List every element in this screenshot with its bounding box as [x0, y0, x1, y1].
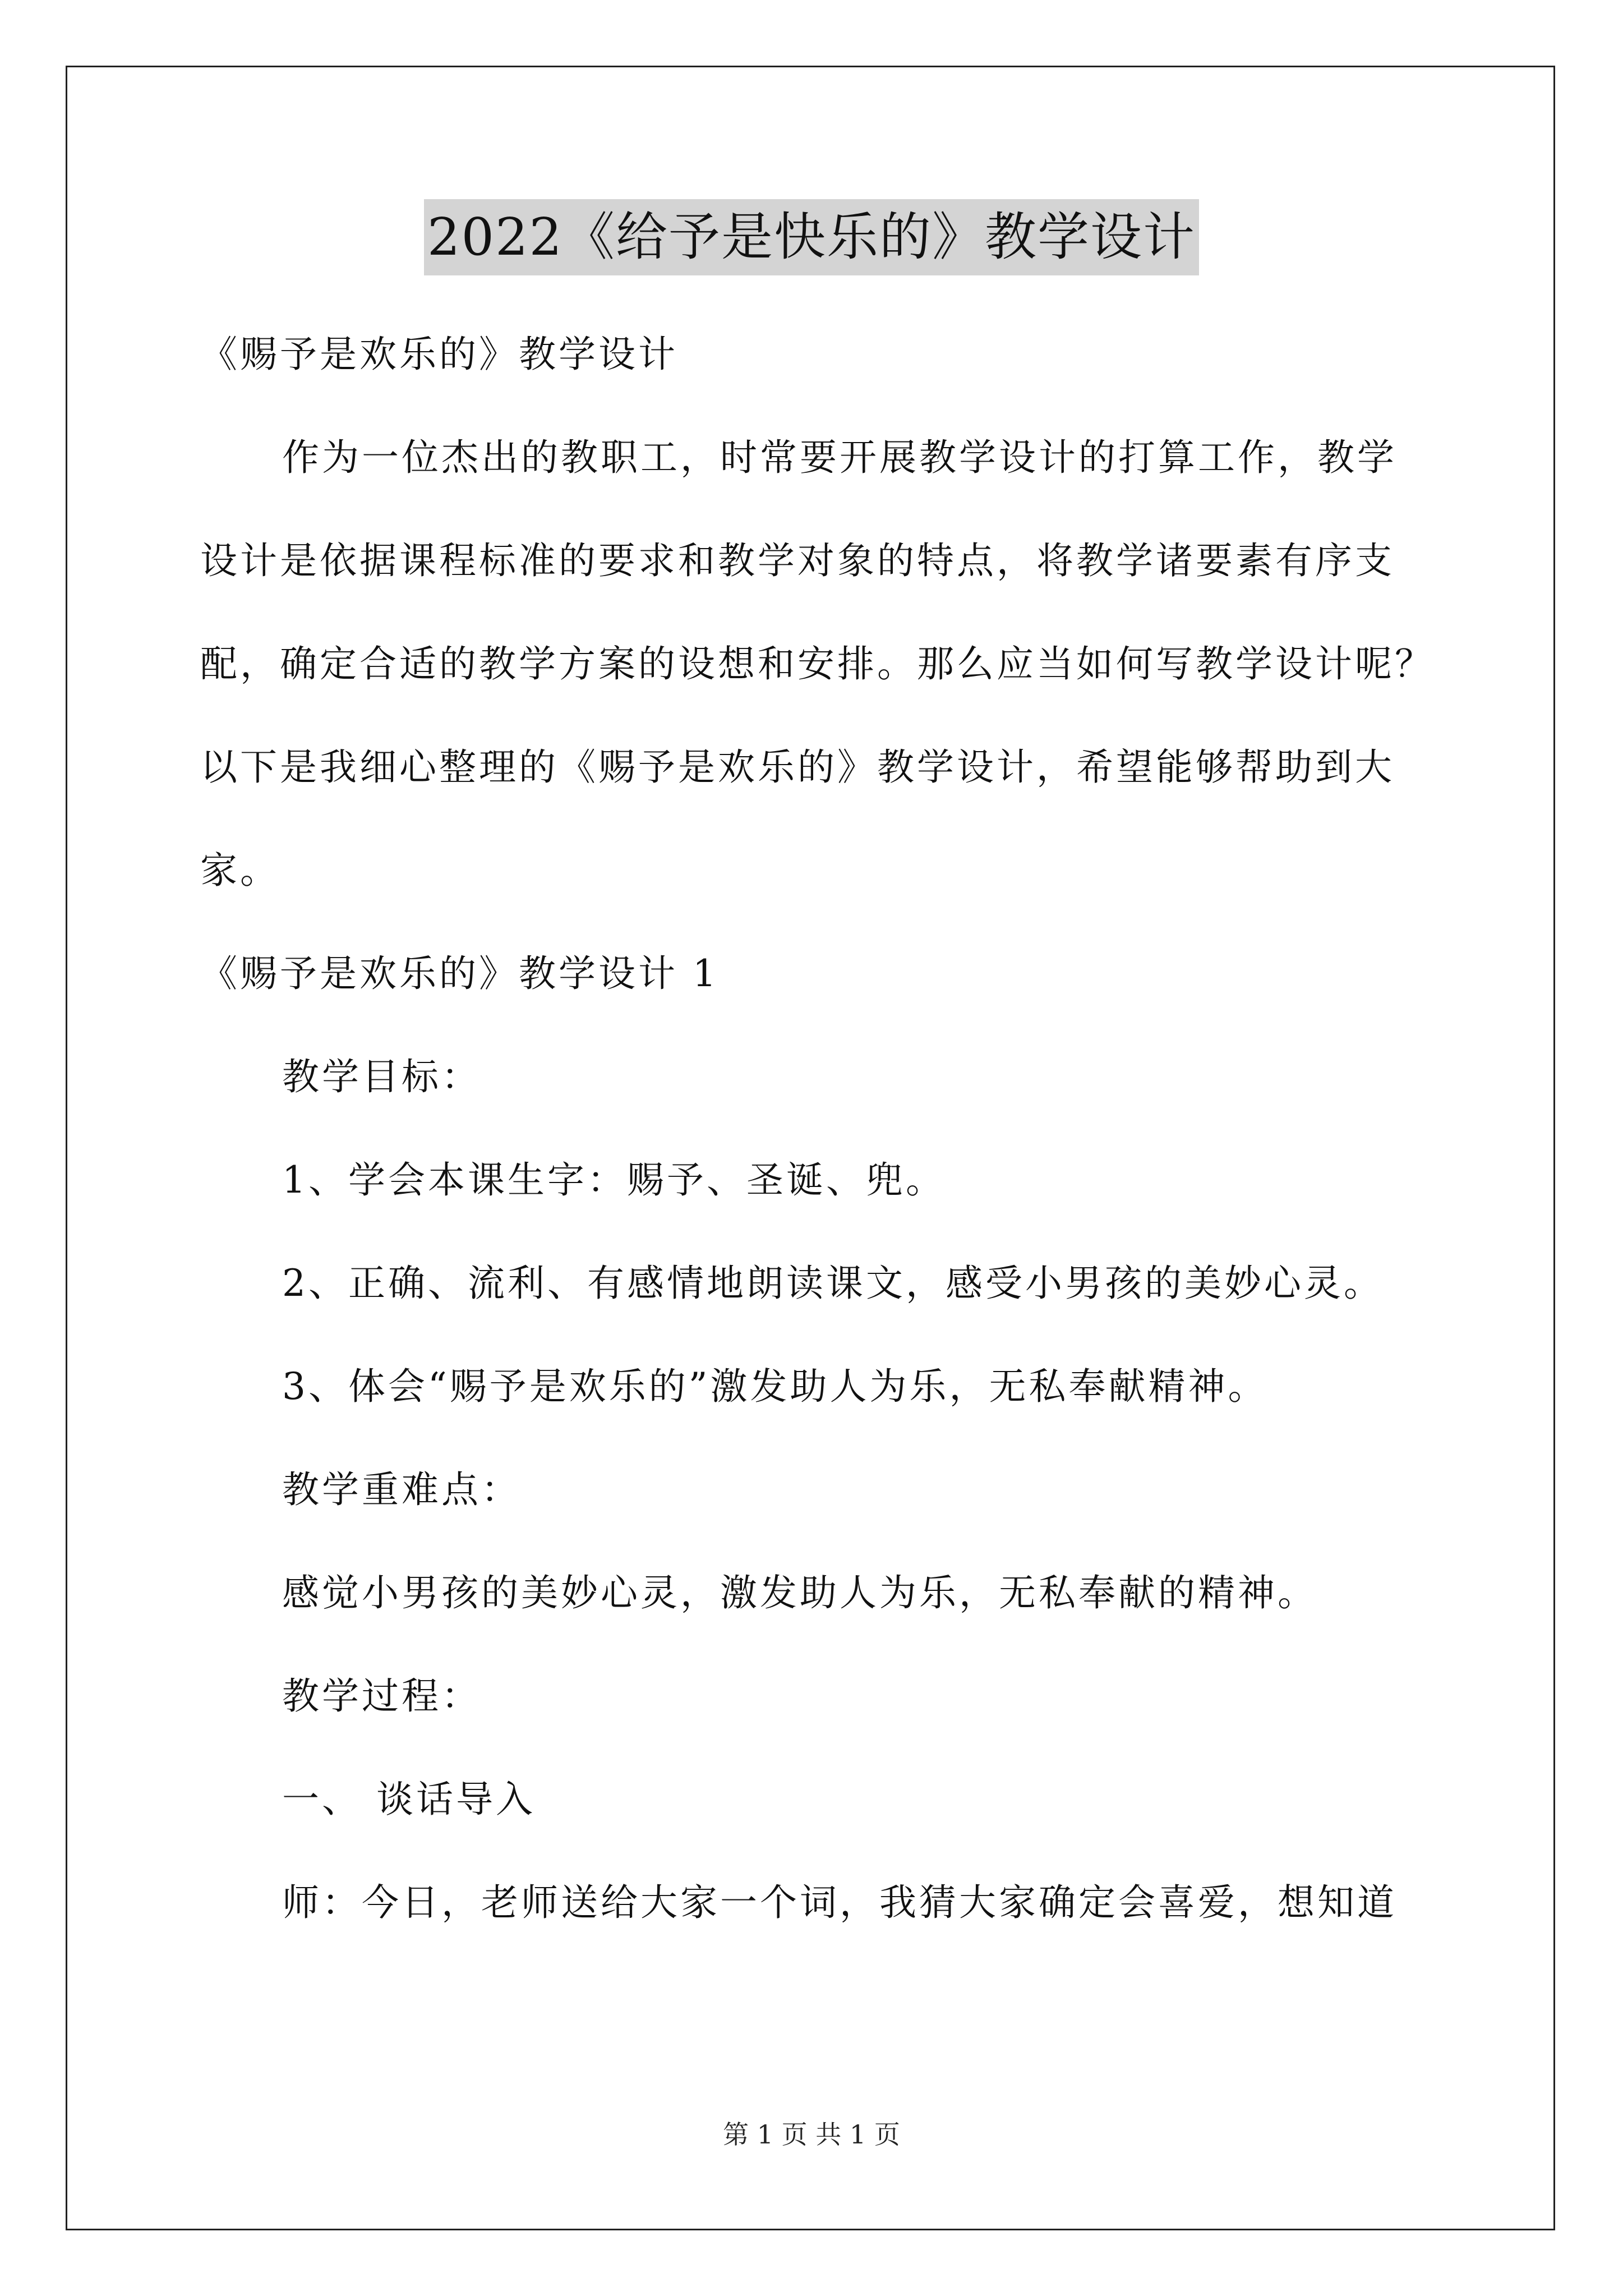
paragraph-line: 以下是我细心整理的《赐予是欢乐的》教学设计，希望能够帮助到大	[200, 746, 1395, 789]
paragraph-line: 教学过程：	[282, 1674, 481, 1718]
list-item: 3、体会“赐予是欢乐的”激发助人为乐，无私奉献精神。	[282, 1365, 1268, 1408]
paragraph-line: 家。	[200, 849, 280, 892]
paragraph-line: 师：今日，老师送给大家一个词，我猜大家确定会喜爱，想知道	[282, 1881, 1397, 1924]
paragraph-line: 一、 谈话导入	[282, 1778, 536, 1821]
paragraph-line: 配，确定合适的教学方案的设想和安排。那么应当如何写教学设计呢？	[200, 642, 1435, 685]
title-wrap	[0, 199, 1623, 275]
page-footer: 第 1 页 共 1 页	[723, 2119, 900, 2150]
paragraph-line: 教学重难点：	[282, 1468, 521, 1511]
document-body	[200, 303, 1456, 1954]
paragraph-line: 教学目标：	[282, 1055, 481, 1098]
list-item: 1、学会本课生字：赐予、圣诞、兜。	[282, 1158, 946, 1202]
paragraph-line: 《赐予是欢乐的》教学设计	[200, 333, 678, 376]
paragraph-line: 感觉小男孩的美妙心灵，激发助人为乐，无私奉献的精神。	[282, 1571, 1317, 1614]
paragraph-line: 作为一位杰出的教职工，时常要开展教学设计的打算工作，教学	[282, 436, 1397, 479]
document-title: 2022《给予是快乐的》教学设计	[424, 199, 1199, 275]
paragraph-line: 设计是依据课程标准的要求和教学对象的特点，将教学诸要素有序支	[200, 539, 1395, 582]
section-heading: 《赐予是欢乐的》教学设计 1	[200, 952, 719, 995]
list-item: 2、正确、流利、有感情地朗读课文，感受小男孩的美妙心灵。	[282, 1262, 1384, 1305]
